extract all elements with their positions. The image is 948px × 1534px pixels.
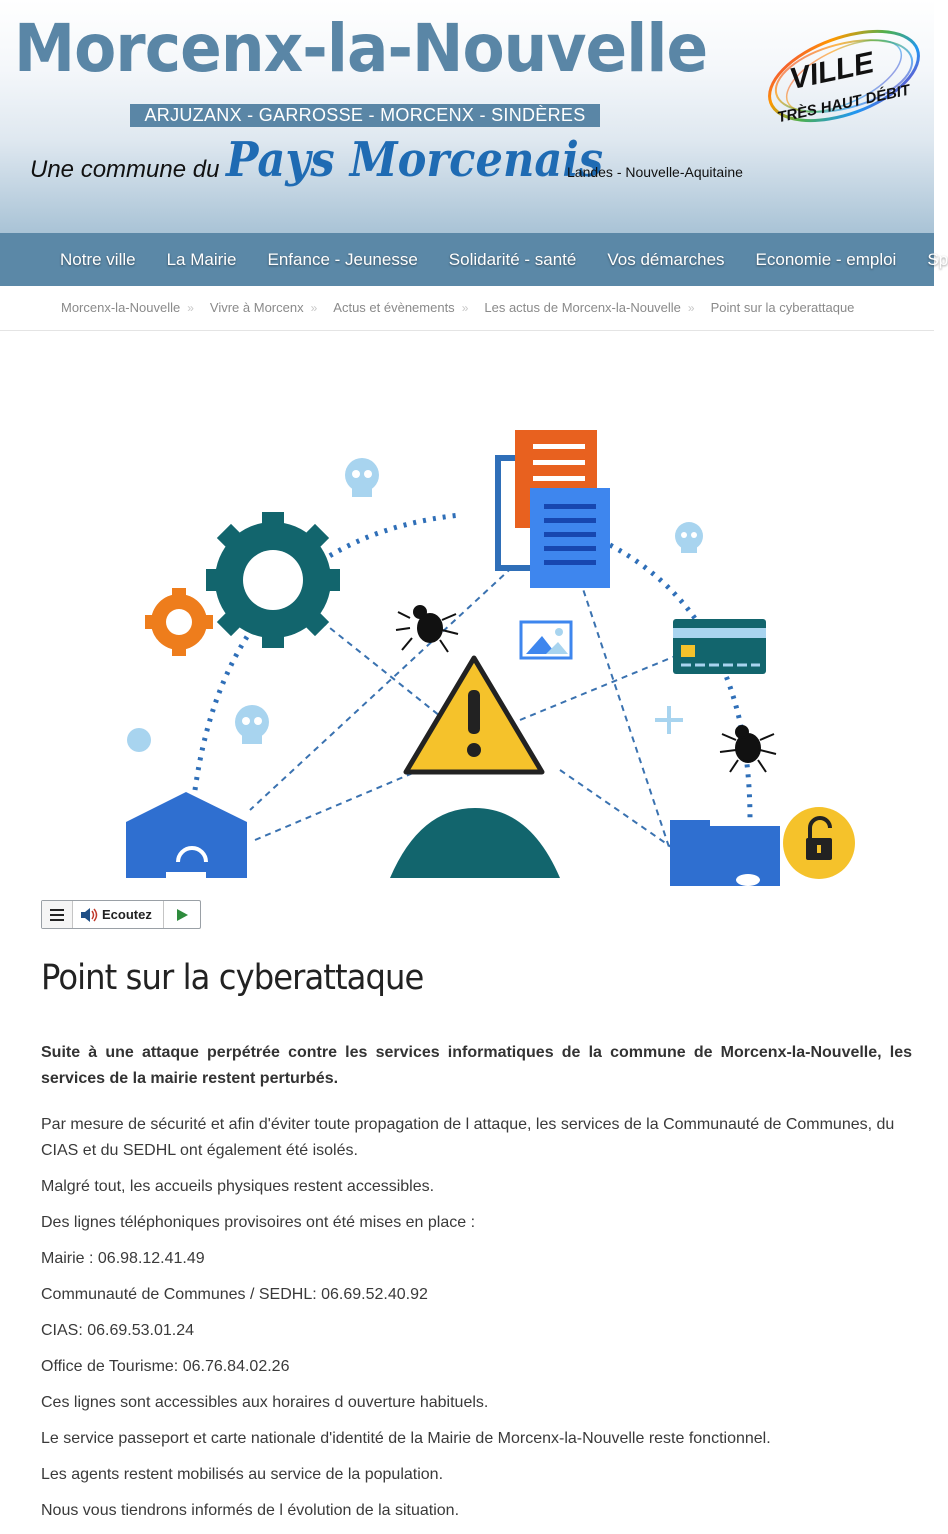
phone-cias: CIAS: 06.69.53.01.24 (41, 1322, 194, 1339)
site-header (0, 0, 934, 233)
nav-item-la-mairie[interactable]: La Mairie (166, 250, 237, 269)
breadcrumb-current: Point sur la cyberattaque (710, 300, 855, 315)
breadcrumb-label[interactable]: Vivre à Morcenx (209, 300, 304, 315)
ville-tres-haut-debit-logo (760, 24, 932, 127)
breadcrumb-separator: » (687, 301, 695, 315)
article-paragraph: Nous vous tiendrons informés de l évolution de la situation. (41, 1502, 460, 1519)
badge-ville-text: VILLE (786, 46, 877, 97)
readspeaker-play-button[interactable] (164, 901, 200, 928)
image-icon (521, 622, 571, 658)
large-gear-icon (206, 512, 340, 648)
breadcrumb (0, 286, 934, 331)
breadcrumb-item[interactable] (210, 286, 317, 330)
breadcrumb-item[interactable] (61, 286, 194, 330)
badge-thd-text: TRÈS HAUT DÉBIT (775, 81, 912, 127)
folder-icon (670, 820, 780, 886)
nav-item-notre-ville[interactable]: Notre ville (60, 250, 136, 269)
pays-morcenais-logo[interactable]: Pays Morcenais (226, 132, 604, 188)
readspeaker-listen-button[interactable] (73, 901, 164, 928)
hamburger-icon (50, 909, 64, 921)
site-title[interactable]: Morcenx-la-Nouvelle (14, 10, 708, 87)
documents-icon (498, 430, 610, 588)
breadcrumb-label[interactable]: Les actus de Morcenx-la-Nouvelle (484, 300, 681, 315)
article-paragraph: Le service passeport et carte nationale d'identité de la Mairie de Morcenx-la-Nouvelle reste fonctionnel. (41, 1430, 771, 1447)
warning-icon (406, 658, 542, 772)
main-navigation (0, 233, 948, 286)
article-paragraph: Ces lignes sont accessibles aux horaires d ouverture habituels. (41, 1394, 489, 1411)
breadcrumb-separator: » (461, 301, 469, 315)
nav-item-solidarite-sante[interactable]: Solidarité - santé (448, 250, 577, 269)
breadcrumb-item[interactable] (333, 286, 468, 330)
article-title: Point sur la cyberattaque (41, 958, 424, 998)
unlocked-padlock-icon (783, 807, 855, 879)
readspeaker-widget (41, 900, 201, 929)
article-paragraph: Des lignes téléphoniques provisoires ont été mises en place : (41, 1214, 476, 1231)
cyberattack-illustration (0, 340, 934, 878)
nav-item-sport[interactable]: Sp (927, 250, 948, 269)
readspeaker-menu-button[interactable] (42, 901, 73, 928)
nav-item-economie-emploi[interactable]: Economie - emploi (755, 250, 897, 269)
article-paragraph: Malgré tout, les accueils physiques restent accessibles. (41, 1178, 435, 1195)
readspeaker-listen-label: Ecoutez (102, 907, 152, 922)
nav-item-enfance-jeunesse[interactable]: Enfance - Jeunesse (267, 250, 418, 269)
article-lead: Suite à une attaque perpétrée contre les services informatiques de la commune de Morcenx-la-Nouvelle, les services de la mairie restent perturbés. (41, 1044, 912, 1087)
small-gear-icon (145, 588, 213, 656)
speaker-icon (81, 908, 97, 922)
breadcrumb-separator: » (187, 301, 194, 315)
phone-office-tourisme: Office de Tourisme: 06.76.84.02.26 (41, 1358, 290, 1375)
credit-card-icon (673, 619, 766, 674)
play-icon (176, 909, 188, 921)
breadcrumb-separator: » (310, 301, 318, 315)
villages-banner: ARJUZANX - GARROSSE - MORCENX - SINDÈRES (130, 104, 600, 127)
phone-communaute: Communauté de Communes / SEDHL: 06.69.52.40.92 (41, 1286, 428, 1303)
nav-item-vos-demarches[interactable]: Vos démarches (607, 250, 725, 269)
article-paragraph: Par mesure de sécurité et afin d'éviter toute propagation de l attaque, les services de la Communauté de Communes, du CIAS et du SEDHL ont également été isolés. (41, 1116, 895, 1159)
phone-mairie: Mairie : 06.98.12.41.49 (41, 1250, 205, 1267)
breadcrumb-label[interactable]: Morcenx-la-Nouvelle (61, 300, 181, 315)
commune-prefix: Une commune du (30, 156, 220, 183)
article-paragraph: Les agents restent mobilisés au service de la population. (41, 1466, 444, 1483)
breadcrumb-label[interactable]: Actus et évènements (333, 300, 455, 315)
region-label: Landes - Nouvelle-Aquitaine (567, 164, 743, 180)
breadcrumb-item[interactable] (484, 286, 694, 330)
shield-icon (126, 792, 247, 882)
article-body (41, 1040, 912, 1534)
hacker-silhouette (390, 808, 560, 878)
